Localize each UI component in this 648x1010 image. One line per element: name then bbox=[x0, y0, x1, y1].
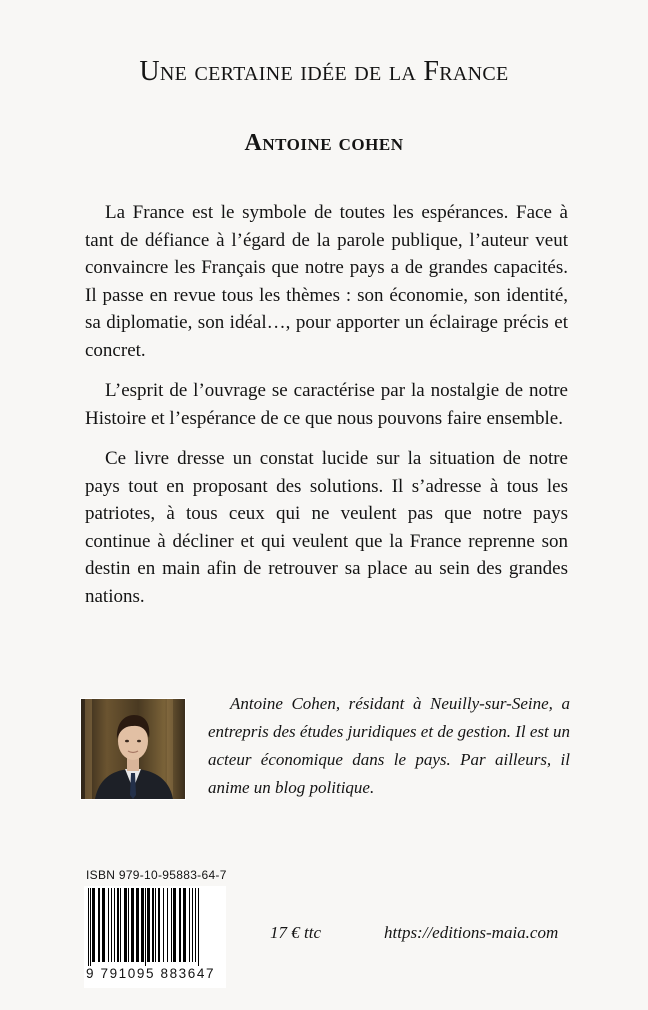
blurb-paragraph: L’esprit de l’ouvrage se caractérise par la nostalgie de notre Histoire et l’espérance de ce que nous pouvons faire ensemble. bbox=[85, 380, 568, 429]
barcode-digits: 9 791095 883647 bbox=[86, 966, 216, 981]
blurb-paragraph: La France est le symbole de toutes les espérances. Face à tant de défiance à l’égard de la parole publique, l’auteur veut convaincre les Français que notre pays a de grandes capacités. Il passe en revue tous les thèmes : son économie, son identité, sa diplomatie, son idéal…, pour apporter un éclairage précis et concret. bbox=[85, 202, 568, 361]
author-photo bbox=[80, 698, 186, 800]
blurb-paragraph: Ce livre dresse un constat lucide sur la situation de notre pays tout en proposant des solutions. Il s’adresse à tous les patriotes, à tous ceux qui ne veulent pas que notre pays continue à décliner et qui veulent que la France reprenne son destin en main afin de retrouver sa place au sein des grandes nations. bbox=[85, 448, 568, 607]
isbn: ISBN 979-10-95883-64-7 bbox=[86, 868, 227, 882]
barcode-icon bbox=[84, 886, 226, 966]
blurb bbox=[85, 199, 568, 623]
publisher-website[interactable]: https://editions-maia.com bbox=[384, 923, 559, 942]
author-portrait-icon bbox=[81, 699, 185, 799]
author-bio: Antoine Cohen, résidant à Neuilly-sur-Seine, a entrepris des études juridiques et de gestion. Il est un acteur économique dans le pays. Par ailleurs, il anime un blog politique. bbox=[208, 694, 570, 797]
price: 17 € ttc bbox=[270, 923, 321, 942]
book-title: Une certaine idée de la France bbox=[139, 56, 509, 87]
author-name: Antoine cohen bbox=[244, 130, 404, 156]
